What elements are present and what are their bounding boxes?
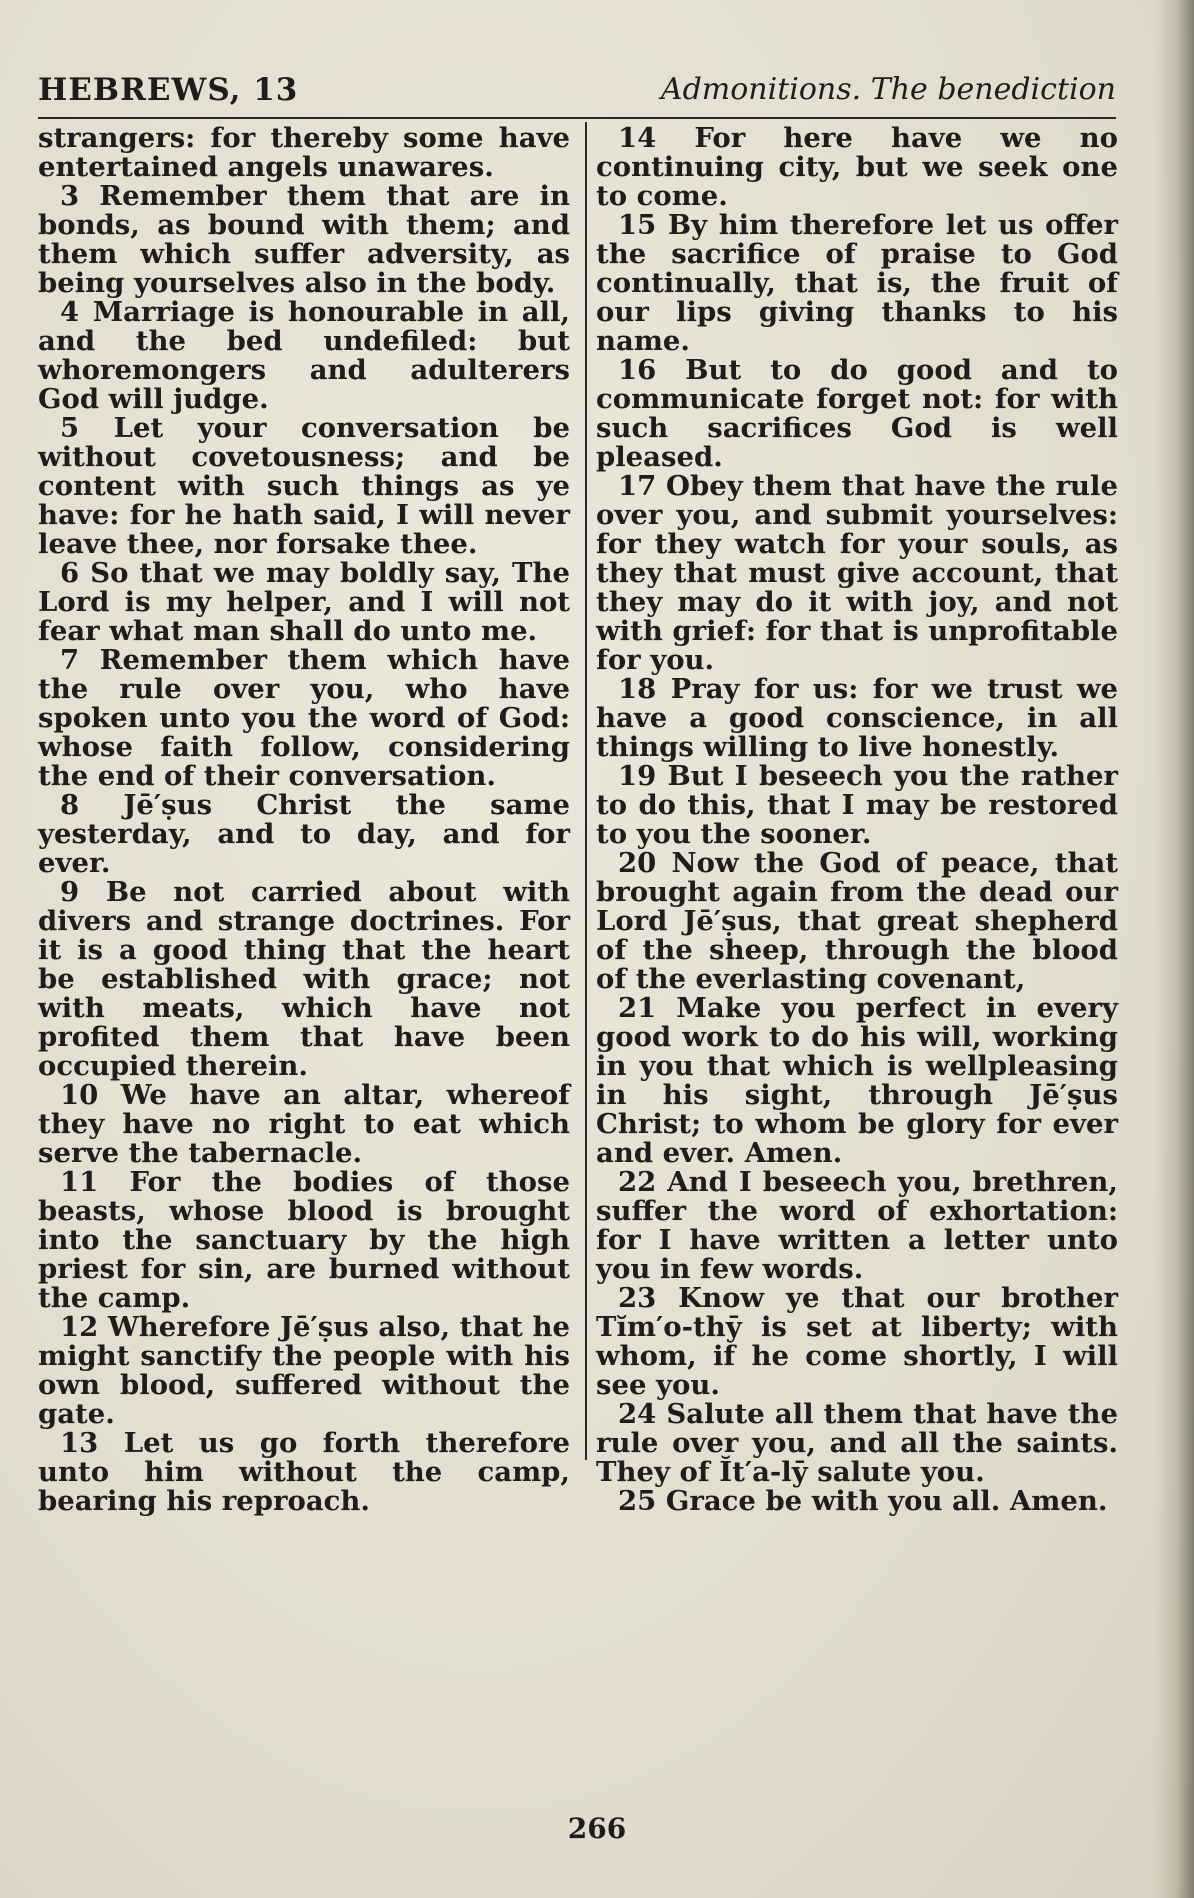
book-chapter-heading: HEBREWS, 13 <box>38 72 299 108</box>
verse: 21 Make you perfect in every good work to do his will, working in you that which is wellpleasing in his sight, through Jē′ṣus Christ; to whom be glory for ever and ever. Amen. <box>596 992 1118 1169</box>
verse: 12 Wherefore Jē′ṣus also, that he might sanctify the people with his own blood, suffered without the gate. <box>38 1311 570 1430</box>
verse: 4 Marriage is honourable in all, and the bed undefiled: but whoremongers and adulterers God will judge. <box>38 296 570 415</box>
verse: 8 Jē′ṣus Christ the same yesterday, and to day, and for ever. <box>38 789 570 879</box>
verse: 14 For here have we no continuing city, but we seek one to come. <box>596 122 1118 212</box>
page-number: 266 <box>567 1812 627 1845</box>
verse: 13 Let us go forth therefore unto him without the camp, bearing his reproach. <box>38 1427 570 1517</box>
verse: 15 By him therefore let us offer the sacrifice of praise to God continually, that is, the fruit of our lips giving thanks to his name. <box>596 209 1118 357</box>
verse: 20 Now the God of peace, that brought again from the dead our Lord Jē′ṣus, that great shepherd of the sheep, through the blood of the everlasting covenant, <box>596 847 1118 995</box>
page-spine-shadow <box>1154 0 1194 1898</box>
verse: 10 We have an altar, whereof they have no right to eat which serve the tabernacle. <box>38 1079 570 1169</box>
verse: 7 Remember them which have the rule over you, who have spoken unto you the word of God: whose faith follow, considering the end of their conversation. <box>38 644 570 792</box>
verse: 18 Pray for us: for we trust we have a good conscience, in all things willing to live honestly. <box>596 673 1118 763</box>
verse: 25 Grace be with you all. Amen. <box>618 1485 1108 1517</box>
verse: 24 Salute all them that have the rule over you, and all the saints. They of Ĭt′a-lȳ salute you. <box>596 1398 1118 1488</box>
verse: 5 Let your conversation be without covetousness; and be content with such things as ye have: for he hath said, I will never leave thee, nor forsake thee. <box>38 412 570 560</box>
verse: 6 So that we may boldly say, The Lord is my helper, and I will not fear what man shall do unto me. <box>38 557 570 647</box>
verse: 17 Obey them that have the rule over you, and submit yourselves: for they watch for your souls, as they that must give account, that they may do it with joy, and not with grief: for that is unprofitable for you. <box>596 470 1118 676</box>
right-column <box>596 124 1118 1516</box>
verse: 19 But I beseech you the rather to do this, that I may be restored to you the sooner. <box>596 760 1118 850</box>
verse: 23 Know ye that our brother Tĭm′o-thȳ is set at liberty; with whom, if he come shortly, I will see you. <box>596 1282 1118 1401</box>
verse: 9 Be not carried about with divers and strange doctrines. For it is a good thing that the heart be established with grace; not with meats, which have not profited them that have been occupied therein. <box>38 876 570 1082</box>
verse: 3 Remember them that are in bonds, as bound with them; and them which suffer adversity, as being yourselves also in the body. <box>38 180 570 299</box>
running-header <box>38 72 1116 112</box>
left-column <box>38 124 570 1516</box>
verse: 11 For the bodies of those beasts, whose blood is brought into the sanctuary by the high priest for sin, are burned without the camp. <box>38 1166 570 1314</box>
verse: 16 But to do good and to communicate forget not: for with such sacrifices God is well pleased. <box>596 354 1118 473</box>
verse: 22 And I beseech you, brethren, suffer the word of exhortation: for I have written a letter unto you in few words. <box>596 1166 1118 1285</box>
header-rule <box>38 117 1116 119</box>
column-divider <box>585 122 587 1460</box>
topic-heading: Admonitions. The benediction <box>660 72 1116 107</box>
verse-continuation: strangers: for thereby some have entertained angels unawares. <box>38 122 570 183</box>
